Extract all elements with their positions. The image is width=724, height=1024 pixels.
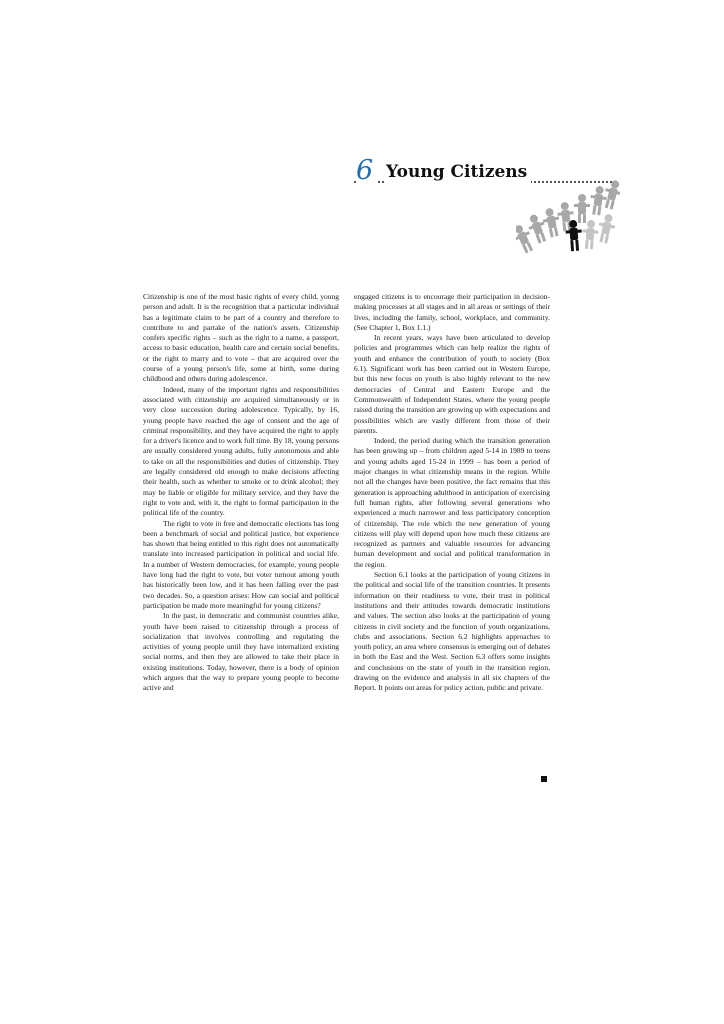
- paragraph: engaged citizens is to encourage their participation in decision-making processes at all stages and in all areas or settings of their lives, including the family, school, workplace, and community. (See Chapter 1, Box 1.1.): [354, 292, 550, 332]
- figure-group: [516, 178, 620, 255]
- chapter-title: Young Citizens: [386, 160, 531, 184]
- paragraph: In recent years, ways have been articulated to develop policies and programmes which can help realize the rights of youth and enhance the contribution of youth to society (Box 6.1). Significant work has been carried out in Western Europe, but this new focus on youth is also highly relevant to the new democracies of Central and Eastern Europe and the Commonwealth of Independent States, where the young people raised during the transition are growing up with expectations and possibilities which are vastly different from those of their parents.: [354, 333, 550, 435]
- paragraph: Indeed, the period during which the transition generation has been growing up – from children aged 5-14 in 1989 to teens and young adults aged 15-24 in 1999 – has been a period of major changes in what citizenship means in the region. While not all the changes have been positive, the fact remains that this generation is approaching adulthood in anticipation of exercising full human rights, after following several generations who experienced a much narrower and less participatory conception of citizenship. The role which the new generation of young citizens will play will depend upon how much these citizens are recognized as partners and valuable resources for advancing human development and social and political transformation in the region.: [354, 436, 550, 569]
- chapter-number: 6: [356, 156, 376, 186]
- left-column: [143, 292, 339, 694]
- end-of-section-marker: [541, 776, 547, 782]
- highlight-figure: [565, 219, 583, 251]
- paragraph: The right to vote in free and democratic elections has long been a benchmark of social and political justice, but experience has shown that being entitled to this right does not automatically translate into increased participation in political and social life. In a number of Western democracies, for example, young people have long had the right to vote, but voter turnout among youth has historically been low, and it has been falling over the past two decades. So, a question arises: How can social and political participation be made more meaningful for young citizens?: [143, 518, 339, 610]
- paragraph: Indeed, many of the important rights and responsibilities associated with citizenship are acquired simultaneously or in very close succession during adolescence. Typically, by 16, young people have reached the age of consent and the age of criminal responsibility, and they have acquired the right to apply for a driver's licence and to work full time. By 18, young persons are usually considered young adults, fully autonomous and able to take on all the responsibilities and duties of citizenship. They are legally considered old enough to make decisions affecting their health, such as whether to smoke or to drink alcohol; they may be liable or eligible for military service, and they have the right to vote and, with it, the right to formal participation in the political life of the country.: [143, 384, 339, 518]
- right-column: [354, 292, 550, 694]
- paragraph: Section 6.1 looks at the participation of young citizens in the political and social life of the transition countries. It presents information on their readiness to vote, their trust in political institutions and their attitudes towards democratic institutions and values. The section also looks at the participation of young citizens in civil society and the function of youth organizations, clubs and associations. Section 6.2 highlights approaches to youth policy, an area where consensus is emerging out of debates in both the East and the West. Section 6.3 offers some insights and conclusions on the state of youth in the transition region, drawing on the evidence and analysis in all six chapters of the Report. It points out areas for policy action, public and private.: [354, 570, 550, 693]
- paragraph: Citizenship is one of the most basic rights of every child, young person and adult. It is the recognition that a particular individual has a legitimate claim to be part of a country and therefore to contribute to and partake of the nation's assets. Citizenship confers specific rights – such as the right to a name, a passport, access to basic education, health care and certain social benefits, or the right to marry and to vote – that are acquired over the course of a young person's life, some at birth, some during childhood and others during adolescence.: [143, 292, 339, 384]
- paragraph: In the past, in democratic and communist countries alike, youth have been raised to citizenship through a process of socialization that involves controlling and regulating the activities of young people until they have internalized existing social norms, and then they are allowed to take their place in existing institutions. Today, however, there is a body of opinion which argues that the way to prepare young people to become active and: [143, 611, 339, 693]
- people-chain-illustration: [516, 178, 620, 270]
